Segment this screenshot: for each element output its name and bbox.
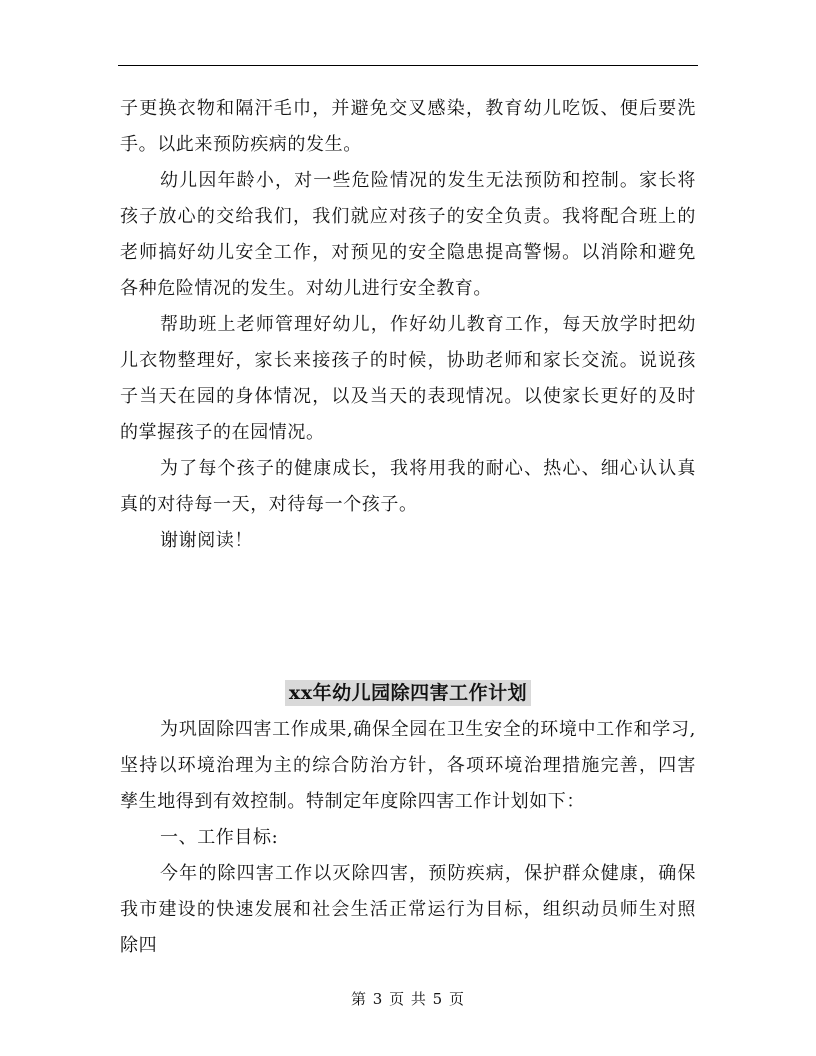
paragraph-goals: 今年的除四害工作以灭除四害，预防疾病，保护群众健康，确保我市建设的快速发展和社会生活正常运行为目标，组织动员师生对照除四 <box>120 863 696 956</box>
section-title-text: xx年幼儿园除四害工作计划 <box>285 680 531 706</box>
paragraph-commitment: 为了每个孩子的健康成长，我将用我的耐心、热心、细心认认真真的对待每一天，对待每一个孩子。 <box>120 458 696 515</box>
page-footer: 第 3 页 共 5 页 <box>351 990 465 1008</box>
section-title <box>0 676 816 707</box>
paragraph-intro: 为巩固除四害工作成果,确保全园在卫生安全的环境中工作和学习,坚持以环境治理为主的综合防治方针，各项环境治理措施完善，四害孳生地得到有效控制。特制定年度除四害工作计划如下： <box>120 719 696 812</box>
paragraph-hygiene-continued: 子更换衣物和隔汗毛巾，并避免交叉感染，教育幼儿吃饭、便后要洗手。以此来预防疾病的发生。 <box>120 98 696 155</box>
paragraph-assist-teacher: 帮助班上老师管理好幼儿，作好幼儿教育工作，每天放学时把幼儿衣物整理好，家长来接孩子的时候，协助老师和家长交流。说说孩子当天在园的身体情况，以及当天的表现情况。以使家长更好的及时的掌握孩子的在园情况。 <box>120 314 696 443</box>
heading-work-goals: 一、工作目标: <box>160 827 279 848</box>
paragraph-thanks: 谢谢阅读！ <box>160 530 253 551</box>
header-rule <box>118 65 698 66</box>
paragraph-safety: 幼儿因年龄小，对一些危险情况的发生无法预防和控制。家长将孩子放心的交给我们，我们就应对孩子的安全负责。我将配合班上的老师搞好幼儿安全工作，对预见的安全隐患提高警惕。以消除和避免各种危险情况的发生。对幼儿进行安全教育。 <box>120 170 696 299</box>
